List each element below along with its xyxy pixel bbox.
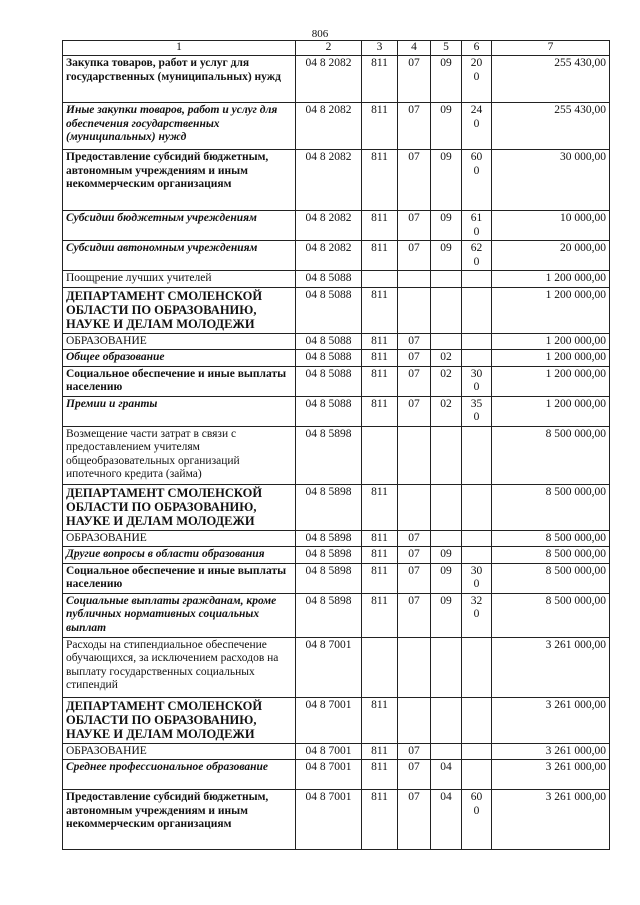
- row-amount-cell: 8 500 000,00: [492, 593, 610, 637]
- row-name-cell: Субсидии бюджетным учреждениям: [63, 211, 296, 241]
- table-row: [63, 743, 610, 760]
- row-subsection-cell: 09: [431, 241, 462, 271]
- row-ministry-code-cell: 811: [362, 760, 398, 790]
- row-ministry-code-cell: [362, 271, 398, 288]
- row-name-cell: Среднее профессиональное образование: [63, 760, 296, 790]
- table-row: [63, 350, 610, 367]
- row-subsection-cell: [431, 697, 462, 743]
- row-ministry-code-cell: 811: [362, 396, 398, 426]
- row-target-code-cell: 04 8 5898: [296, 530, 362, 547]
- row-amount-cell: 1 200 000,00: [492, 271, 610, 288]
- table-row: [63, 593, 610, 637]
- row-expense-type-cell: [462, 287, 492, 333]
- row-subsection-cell: 09: [431, 563, 462, 593]
- row-expense-type-cell: [462, 760, 492, 790]
- row-ministry-code-cell: 811: [362, 743, 398, 760]
- row-subsection-cell: 02: [431, 350, 462, 367]
- row-target-code-cell: 04 8 5898: [296, 426, 362, 484]
- row-target-code-cell: 04 8 5088: [296, 396, 362, 426]
- row-subsection-cell: 09: [431, 56, 462, 103]
- row-subsection-cell: [431, 637, 462, 697]
- row-expense-type-cell: 30 0: [462, 563, 492, 593]
- row-ministry-code-cell: 811: [362, 56, 398, 103]
- row-amount-cell: 3 261 000,00: [492, 790, 610, 850]
- table-row: [63, 150, 610, 211]
- row-section-cell: 07: [398, 563, 431, 593]
- row-section-cell: 07: [398, 150, 431, 211]
- row-expense-type-cell: [462, 333, 492, 350]
- row-target-code-cell: 04 8 2082: [296, 241, 362, 271]
- row-expense-type-cell: [462, 271, 492, 288]
- table-body: [63, 56, 610, 850]
- row-section-cell: [398, 637, 431, 697]
- table-header-row: [63, 41, 610, 56]
- row-name-cell: Иные закупки товаров, работ и услуг для обеспечения государственных (муниципальных) нужд: [63, 103, 296, 150]
- row-ministry-code-cell: 811: [362, 350, 398, 367]
- row-expense-type-cell: 61 0: [462, 211, 492, 241]
- row-subsection-cell: 09: [431, 547, 462, 564]
- row-section-cell: [398, 271, 431, 288]
- table-row: [63, 366, 610, 396]
- row-amount-cell: 20 000,00: [492, 241, 610, 271]
- row-subsection-cell: [431, 333, 462, 350]
- row-expense-type-cell: [462, 547, 492, 564]
- table-row: [63, 760, 610, 790]
- row-target-code-cell: 04 8 7001: [296, 697, 362, 743]
- row-target-code-cell: 04 8 5088: [296, 333, 362, 350]
- row-amount-cell: 1 200 000,00: [492, 366, 610, 396]
- table-row: [63, 333, 610, 350]
- row-section-cell: 07: [398, 743, 431, 760]
- table-row: [63, 790, 610, 850]
- row-section-cell: 07: [398, 530, 431, 547]
- row-target-code-cell: 04 8 2082: [296, 211, 362, 241]
- row-name-cell: Предоставление субсидий бюджетным, автономным учреждениям и иным некоммерческим организациям: [63, 790, 296, 850]
- row-name-cell: Социальное обеспечение и иные выплаты населению: [63, 563, 296, 593]
- row-subsection-cell: [431, 271, 462, 288]
- row-target-code-cell: 04 8 5898: [296, 593, 362, 637]
- table-row: [63, 271, 610, 288]
- table-row: [63, 547, 610, 564]
- row-target-code-cell: 04 8 5898: [296, 484, 362, 530]
- row-name-cell: Закупка товаров, работ и услуг для государственных (муниципальных) нужд: [63, 56, 296, 103]
- row-expense-type-cell: [462, 350, 492, 367]
- col-header-2: 2: [296, 41, 362, 56]
- row-target-code-cell: 04 8 5088: [296, 350, 362, 367]
- row-amount-cell: 255 430,00: [492, 56, 610, 103]
- row-subsection-cell: 04: [431, 760, 462, 790]
- row-amount-cell: 8 500 000,00: [492, 484, 610, 530]
- row-name-cell: ОБРАЗОВАНИЕ: [63, 333, 296, 350]
- row-expense-type-cell: 30 0: [462, 366, 492, 396]
- row-expense-type-cell: 62 0: [462, 241, 492, 271]
- row-section-cell: 07: [398, 547, 431, 564]
- row-section-cell: [398, 484, 431, 530]
- row-amount-cell: 8 500 000,00: [492, 530, 610, 547]
- row-target-code-cell: 04 8 5898: [296, 547, 362, 564]
- row-subsection-cell: 09: [431, 211, 462, 241]
- row-target-code-cell: 04 8 7001: [296, 743, 362, 760]
- row-amount-cell: 8 500 000,00: [492, 563, 610, 593]
- row-section-cell: [398, 287, 431, 333]
- row-target-code-cell: 04 8 7001: [296, 760, 362, 790]
- row-section-cell: [398, 426, 431, 484]
- row-amount-cell: 3 261 000,00: [492, 760, 610, 790]
- row-ministry-code-cell: [362, 637, 398, 697]
- row-amount-cell: 1 200 000,00: [492, 396, 610, 426]
- row-section-cell: 07: [398, 56, 431, 103]
- row-target-code-cell: 04 8 5088: [296, 287, 362, 333]
- row-amount-cell: 1 200 000,00: [492, 287, 610, 333]
- row-ministry-code-cell: 811: [362, 790, 398, 850]
- row-section-cell: 07: [398, 760, 431, 790]
- row-section-cell: 07: [398, 790, 431, 850]
- table-row: [63, 563, 610, 593]
- row-ministry-code-cell: 811: [362, 697, 398, 743]
- row-amount-cell: 8 500 000,00: [492, 547, 610, 564]
- row-ministry-code-cell: [362, 426, 398, 484]
- row-ministry-code-cell: 811: [362, 241, 398, 271]
- row-target-code-cell: 04 8 2082: [296, 56, 362, 103]
- row-expense-type-cell: 32 0: [462, 593, 492, 637]
- row-subsection-cell: 02: [431, 396, 462, 426]
- row-name-cell: ДЕПАРТАМЕНТ СМОЛЕНСКОЙ ОБЛАСТИ ПО ОБРАЗОВАНИЮ, НАУКЕ И ДЕЛАМ МОЛОДЕЖИ: [63, 287, 296, 333]
- row-amount-cell: 8 500 000,00: [492, 426, 610, 484]
- row-subsection-cell: 09: [431, 593, 462, 637]
- row-expense-type-cell: [462, 484, 492, 530]
- row-amount-cell: 255 430,00: [492, 103, 610, 150]
- col-header-4: 4: [398, 41, 431, 56]
- row-ministry-code-cell: 811: [362, 211, 398, 241]
- row-name-cell: Субсидии автономным учреждениям: [63, 241, 296, 271]
- col-header-1: 1: [63, 41, 296, 56]
- row-name-cell: ДЕПАРТАМЕНТ СМОЛЕНСКОЙ ОБЛАСТИ ПО ОБРАЗОВАНИЮ, НАУКЕ И ДЕЛАМ МОЛОДЕЖИ: [63, 484, 296, 530]
- row-name-cell: Социальное обеспечение и иные выплаты населению: [63, 366, 296, 396]
- row-name-cell: ОБРАЗОВАНИЕ: [63, 530, 296, 547]
- table-row: [63, 637, 610, 697]
- row-ministry-code-cell: 811: [362, 547, 398, 564]
- row-expense-type-cell: [462, 697, 492, 743]
- row-subsection-cell: [431, 743, 462, 760]
- row-name-cell: Поощрение лучших учителей: [63, 271, 296, 288]
- row-ministry-code-cell: 811: [362, 103, 398, 150]
- col-header-7: 7: [492, 41, 610, 56]
- row-ministry-code-cell: 811: [362, 593, 398, 637]
- row-expense-type-cell: [462, 530, 492, 547]
- row-section-cell: 07: [398, 333, 431, 350]
- col-header-5: 5: [431, 41, 462, 56]
- row-target-code-cell: 04 8 5088: [296, 271, 362, 288]
- row-target-code-cell: 04 8 7001: [296, 637, 362, 697]
- row-subsection-cell: 09: [431, 103, 462, 150]
- row-section-cell: 07: [398, 350, 431, 367]
- row-target-code-cell: 04 8 2082: [296, 150, 362, 211]
- row-subsection-cell: 09: [431, 150, 462, 211]
- row-name-cell: Премии и гранты: [63, 396, 296, 426]
- row-name-cell: Расходы на стипендиальное обеспечение обучающихся, за исключением расходов на выплату государственных социальных стипендий: [63, 637, 296, 697]
- row-amount-cell: 10 000,00: [492, 211, 610, 241]
- row-ministry-code-cell: 811: [362, 150, 398, 211]
- budget-table: [62, 40, 610, 850]
- table-row: [63, 103, 610, 150]
- row-expense-type-cell: 24 0: [462, 103, 492, 150]
- row-section-cell: 07: [398, 593, 431, 637]
- row-ministry-code-cell: 811: [362, 366, 398, 396]
- row-subsection-cell: 02: [431, 366, 462, 396]
- row-expense-type-cell: 35 0: [462, 396, 492, 426]
- row-section-cell: [398, 697, 431, 743]
- row-name-cell: Возмещение части затрат в связи с предоставлением учителям общеобразовательных организаций ипотечного кредита (займа): [63, 426, 296, 484]
- row-expense-type-cell: 20 0: [462, 56, 492, 103]
- table-row: [63, 530, 610, 547]
- row-amount-cell: 1 200 000,00: [492, 350, 610, 367]
- row-amount-cell: 3 261 000,00: [492, 697, 610, 743]
- row-expense-type-cell: 60 0: [462, 150, 492, 211]
- row-section-cell: 07: [398, 396, 431, 426]
- col-header-3: 3: [362, 41, 398, 56]
- row-section-cell: 07: [398, 103, 431, 150]
- row-amount-cell: 30 000,00: [492, 150, 610, 211]
- row-subsection-cell: [431, 530, 462, 547]
- row-amount-cell: 3 261 000,00: [492, 637, 610, 697]
- row-subsection-cell: [431, 426, 462, 484]
- row-section-cell: 07: [398, 241, 431, 271]
- row-expense-type-cell: [462, 637, 492, 697]
- row-subsection-cell: 04: [431, 790, 462, 850]
- table-row: [63, 287, 610, 333]
- row-ministry-code-cell: 811: [362, 333, 398, 350]
- row-name-cell: Другие вопросы в области образования: [63, 547, 296, 564]
- row-amount-cell: 1 200 000,00: [492, 333, 610, 350]
- row-target-code-cell: 04 8 5088: [296, 366, 362, 396]
- row-name-cell: ОБРАЗОВАНИЕ: [63, 743, 296, 760]
- row-expense-type-cell: [462, 426, 492, 484]
- row-ministry-code-cell: 811: [362, 484, 398, 530]
- row-name-cell: Предоставление субсидий бюджетным, автономным учреждениям и иным некоммерческим организациям: [63, 150, 296, 211]
- row-name-cell: ДЕПАРТАМЕНТ СМОЛЕНСКОЙ ОБЛАСТИ ПО ОБРАЗОВАНИЮ, НАУКЕ И ДЕЛАМ МОЛОДЕЖИ: [63, 697, 296, 743]
- row-name-cell: Общее образование: [63, 350, 296, 367]
- row-target-code-cell: 04 8 7001: [296, 790, 362, 850]
- row-amount-cell: 3 261 000,00: [492, 743, 610, 760]
- row-expense-type-cell: [462, 743, 492, 760]
- table-row: [63, 241, 610, 271]
- row-ministry-code-cell: 811: [362, 530, 398, 547]
- row-name-cell: Социальные выплаты гражданам, кроме публичных нормативных социальных выплат: [63, 593, 296, 637]
- row-ministry-code-cell: 811: [362, 563, 398, 593]
- table-row: [63, 697, 610, 743]
- row-subsection-cell: [431, 484, 462, 530]
- row-section-cell: 07: [398, 366, 431, 396]
- row-target-code-cell: 04 8 5898: [296, 563, 362, 593]
- table-row: [63, 56, 610, 103]
- row-ministry-code-cell: 811: [362, 287, 398, 333]
- page-number: 806: [311, 28, 329, 40]
- table-row: [63, 211, 610, 241]
- row-target-code-cell: 04 8 2082: [296, 103, 362, 150]
- row-subsection-cell: [431, 287, 462, 333]
- row-section-cell: 07: [398, 211, 431, 241]
- col-header-6: 6: [462, 41, 492, 56]
- table-row: [63, 484, 610, 530]
- table-row: [63, 396, 610, 426]
- row-expense-type-cell: 60 0: [462, 790, 492, 850]
- table-row: [63, 426, 610, 484]
